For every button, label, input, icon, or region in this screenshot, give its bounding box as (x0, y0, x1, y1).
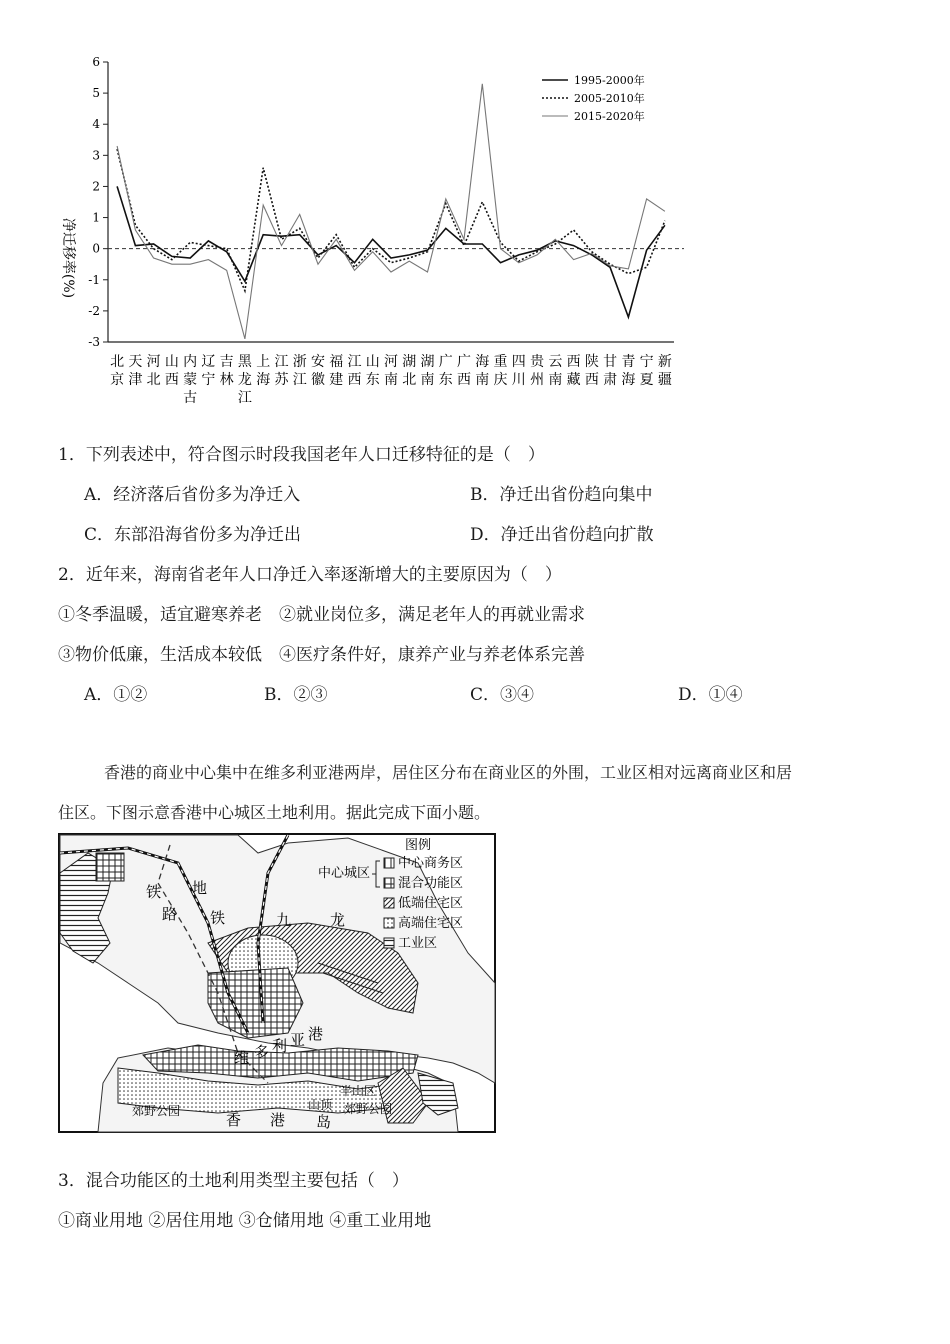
legend-label-cbd: 中心商务区 (398, 856, 464, 871)
q3-stem: 3．混合功能区的土地利用类型主要包括（ ） (58, 1171, 409, 1191)
label-di: 地 (192, 879, 208, 897)
label-li: 利 (272, 1037, 288, 1055)
x-tick-label: 山西 (164, 354, 179, 388)
mixed-zone-northwest (96, 853, 124, 881)
legend-label-high: 高端住宅区 (398, 916, 464, 931)
x-tick-label: 新疆 (657, 354, 672, 388)
chart-x-labels (110, 353, 672, 406)
legend-label-low: 低端住宅区 (398, 896, 464, 911)
legend-title: 图例 (404, 838, 432, 853)
legend-label-3: 2015-2020年 (574, 110, 645, 123)
x-tick-label: 内蒙古 (183, 354, 198, 406)
chart-svg (40, 50, 700, 430)
x-tick-label: 黑龙江 (237, 354, 252, 406)
y-axis-label: 净迁移率(%) (60, 217, 76, 299)
y-tick-label: 5 (92, 86, 100, 101)
label-country-park-east: 郊野公园 (344, 1102, 393, 1116)
label-duo: 多 (254, 1043, 270, 1061)
y-tick-label: -3 (88, 335, 100, 349)
q1-option-b[interactable]: B．净迁出省份趋向集中 (470, 485, 653, 505)
passage-line-2: 住区。下图示意香港中心城区土地利用。据此完成下面小题。 (58, 803, 491, 822)
migration-rate-chart (40, 50, 700, 430)
label-tie: 铁 (146, 883, 162, 901)
q1-option-c[interactable]: C．东部沿海省份多为净迁出 (84, 525, 302, 545)
x-tick-label: 重庆 (493, 354, 508, 388)
x-tick-label: 辽宁 (201, 354, 216, 388)
legend-label-2: 2005-2010年 (574, 92, 645, 105)
label-dao: 岛 (316, 1113, 332, 1131)
x-tick-label: 云南 (548, 354, 563, 388)
legend-label-1: 1995-2000年 (574, 74, 645, 87)
series-line-2 (117, 149, 665, 291)
legend-center-label: 中心城区 (317, 866, 370, 881)
q2-option-c[interactable]: C．③④ (470, 685, 535, 705)
y-tick-label: 4 (92, 117, 100, 132)
chart-legend (542, 73, 645, 123)
legend-swatch-mixed (384, 878, 394, 888)
q2-stem: 2．近年来，海南省老年人口净迁入率逐渐增大的主要原因为（ ） (58, 565, 562, 585)
legend-swatch-high (384, 918, 394, 928)
q2-statements-2: ③物价低廉，生活成本较低 ④医疗条件好，康养产业与养老体系完善 (58, 645, 585, 665)
x-tick-label: 天津 (128, 354, 143, 388)
x-tick-label: 安徽 (310, 354, 325, 388)
passage-line-1: 香港的商业中心集中在维多利亚港两岸，居住区分布在商业区的外围，工业区相对远离商业区和居 (104, 763, 793, 782)
x-tick-label: 山东 (365, 354, 380, 388)
label-wei: 维 (234, 1049, 250, 1067)
y-tick-label: 1 (92, 210, 100, 225)
q3-statements: ①商业用地 ②居住用地 ③仓储用地 ④重工业用地 (58, 1211, 432, 1231)
label-mid-levels: 半山区 (340, 1084, 377, 1098)
legend-swatch-industrial (384, 938, 394, 948)
label-gang-2: 港 (270, 1111, 286, 1129)
q2-option-d[interactable]: D．①④ (678, 685, 743, 705)
y-tick-label: 2 (92, 179, 100, 194)
x-tick-label: 陕西 (584, 354, 599, 388)
x-tick-label: 北京 (110, 354, 125, 388)
legend-label-industrial: 工业区 (398, 936, 438, 951)
label-ya: 亚 (290, 1031, 306, 1049)
x-tick-label: 海南 (475, 354, 490, 388)
x-tick-label: 湖北 (402, 354, 417, 388)
map-svg (58, 833, 498, 1135)
x-tick-label: 吉林 (219, 354, 234, 388)
legend-swatch-low (384, 898, 394, 908)
y-tick-label: 6 (92, 55, 100, 69)
x-tick-label: 广东 (438, 354, 453, 388)
x-tick-label: 福建 (329, 354, 344, 388)
x-tick-label: 甘肃 (603, 354, 618, 388)
x-tick-label: 河北 (146, 354, 161, 388)
legend-swatch-cbd (384, 858, 394, 868)
q2-statements-1: ①冬季温暖，适宜避寒养老 ②就业岗位多，满足老年人的再就业需求 (58, 605, 585, 625)
x-tick-label: 青海 (621, 354, 636, 388)
label-the-peak: 山顶 (308, 1098, 333, 1112)
label-xiang: 香 (226, 1111, 242, 1129)
q1-option-a[interactable]: A．经济落后省份多为净迁入 (84, 485, 301, 505)
label-long: 龙 (330, 911, 346, 929)
q2-option-a[interactable]: A．①② (84, 685, 148, 705)
legend-label-mixed: 混合功能区 (398, 876, 464, 891)
x-tick-label: 宁夏 (639, 354, 654, 388)
x-tick-label: 西藏 (566, 354, 581, 388)
x-tick-label: 江苏 (274, 354, 289, 388)
hong-kong-land-use-map (58, 833, 498, 1135)
y-tick-label: -1 (88, 272, 100, 287)
x-tick-label: 广西 (457, 354, 472, 388)
x-tick-label: 浙江 (292, 354, 307, 388)
label-country-park-west: 郊野公园 (132, 1104, 181, 1118)
label-tie-2: 铁 (210, 909, 226, 927)
label-jiu: 九 (276, 911, 292, 929)
y-tick-label: 0 (92, 241, 100, 256)
x-tick-label: 贵州 (530, 354, 545, 388)
x-tick-label: 四川 (511, 354, 526, 388)
x-tick-label: 江西 (347, 354, 362, 388)
label-gang: 港 (308, 1025, 324, 1043)
q1-option-d[interactable]: D．净迁出省份趋向扩散 (470, 525, 654, 545)
y-tick-label: 3 (92, 148, 100, 163)
y-tick-label: -2 (88, 303, 100, 318)
q2-option-b[interactable]: B．②③ (264, 685, 328, 705)
q1-stem: 1．下列表述中，符合图示时段我国老年人口迁移特征的是（ ） (58, 445, 545, 465)
series-line-1 (117, 186, 665, 317)
label-lu: 路 (162, 905, 178, 923)
x-tick-label: 上海 (256, 354, 271, 388)
x-tick-label: 湖南 (420, 354, 435, 388)
x-tick-label: 河南 (384, 354, 398, 388)
